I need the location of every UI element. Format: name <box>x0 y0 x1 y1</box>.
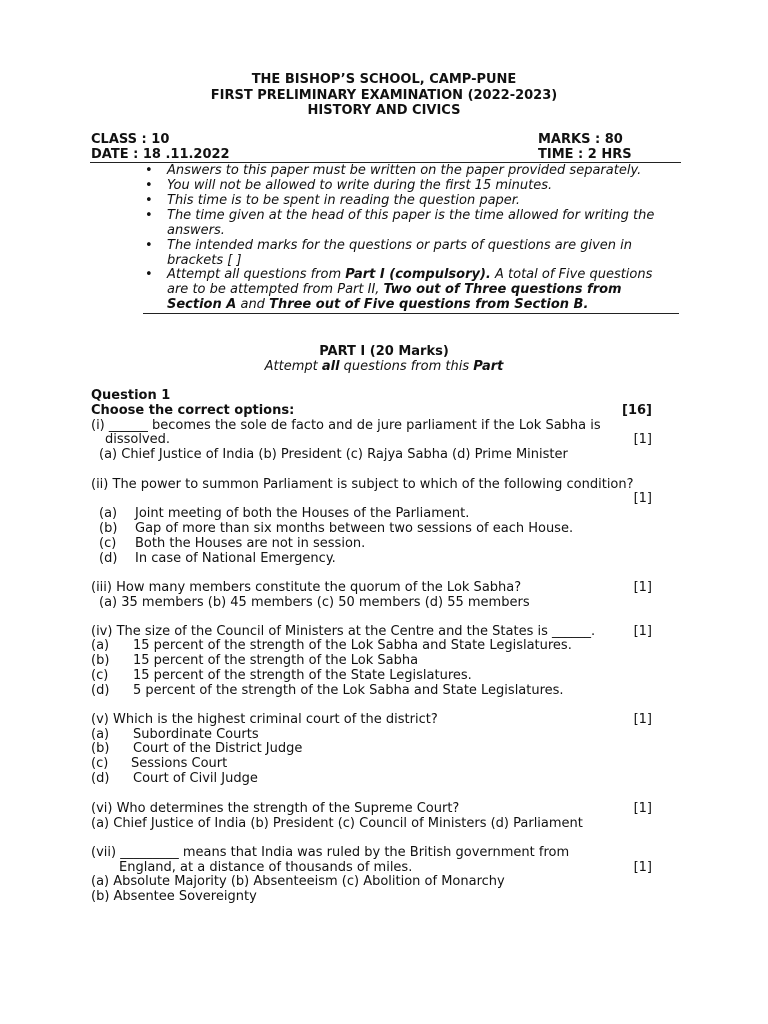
q4-mark: [1] <box>633 624 652 639</box>
q3-mark: [1] <box>633 580 652 595</box>
q2-text: (ii) The power to summon Parliament is subject to which of the following condition? <box>91 477 634 492</box>
bullet-icon: • <box>145 208 153 223</box>
q2-option-key: (a) <box>99 506 118 521</box>
q1-mark: [1] <box>633 432 652 447</box>
q2-option-key: (b) <box>99 521 118 536</box>
q6-options: (a) Chief Justice of India (b) President (c) Council of Ministers (d) Parliament <box>91 816 583 831</box>
instruction-item: This time is to be spent in reading the question paper. <box>167 193 521 208</box>
q4-option-key: (d) <box>91 683 110 698</box>
subject-title: HISTORY AND CIVICS <box>307 103 461 118</box>
q1-text: (i) ______ becomes the sole de facto and de jure parliament if the Lok Sabha is <box>91 418 601 433</box>
q4-option-key: (b) <box>91 653 110 668</box>
q2-option-text: In case of National Emergency. <box>135 551 336 566</box>
q7-mark: [1] <box>633 860 652 875</box>
part-subtitle: Attempt all questions from this Part <box>264 359 504 374</box>
q7-text-cont: England, at a distance of thousands of miles. <box>119 860 413 875</box>
instruction-item: The intended marks for the questions or parts of questions are given in brackets [ ] <box>167 238 633 268</box>
question-title: Question 1 <box>91 388 171 403</box>
q4-option-key: (a) <box>91 638 110 653</box>
q1-options: (a) Chief Justice of India (b) President (c) Rajya Sabha (d) Prime Minister <box>99 447 568 462</box>
bullet-icon: • <box>145 163 153 178</box>
bullet-icon: • <box>145 267 153 282</box>
q5-option-text: Court of Civil Judge <box>133 771 258 786</box>
q2-option-key: (c) <box>99 536 117 551</box>
q5-option-key: (b) <box>91 741 110 756</box>
q5-option-text: Subordinate Courts <box>133 727 259 742</box>
instruction-item-last: Attempt all questions from Part I (compulsory). A total of Five questions are to be attempted from Part II, Two out of Three questions from Section A and Three out of Five questions from Section B. <box>167 267 653 312</box>
q2-option-key: (d) <box>99 551 118 566</box>
bullet-icon: • <box>145 193 153 208</box>
q7-options-cont: (b) Absentee Sovereignty <box>91 889 257 904</box>
q2-option-text: Gap of more than six months between two sessions of each House. <box>135 521 574 536</box>
q5-option-key: (a) <box>91 727 110 742</box>
q5-option-key: (d) <box>91 771 110 786</box>
q2-option-text: Both the Houses are not in session. <box>135 536 366 551</box>
q5-option-text: Court of the District Judge <box>133 741 303 756</box>
q6-mark: [1] <box>633 801 652 816</box>
q4-option-key: (c) <box>91 668 109 683</box>
part-title: PART I (20 Marks) <box>319 344 449 359</box>
instructions-divider <box>143 313 679 314</box>
instruction-item: The time given at the head of this paper is the time allowed for writing the answers. <box>167 208 655 238</box>
time-label: TIME : 2 HRS <box>538 147 632 162</box>
q5-option-text: Sessions Court <box>131 756 228 771</box>
instruction-item: Answers to this paper must be written on the paper provided separately. <box>167 163 642 178</box>
q7-options: (a) Absolute Majority (b) Absenteeism (c) Abolition of Monarchy <box>91 874 505 889</box>
q1-text-cont: dissolved. <box>105 432 171 447</box>
question-instruction: Choose the correct options: <box>91 403 295 418</box>
exam-title: FIRST PRELIMINARY EXAMINATION (2022-2023) <box>210 88 558 103</box>
q5-mark: [1] <box>633 712 652 727</box>
q3-text: (iii) How many members constitute the quorum of the Lok Sabha? <box>91 580 522 595</box>
question-total-marks: [16] <box>622 403 652 418</box>
q2-option-text: Joint meeting of both the Houses of the Parliament. <box>135 506 470 521</box>
q5-option-key: (c) <box>91 756 109 771</box>
date-label: DATE : 18 .11.2022 <box>91 147 230 162</box>
q5-text: (v) Which is the highest criminal court of the district? <box>91 712 438 727</box>
school-name: THE BISHOP’S SCHOOL, CAMP-PUNE <box>251 72 517 87</box>
q7-text: (vii) _________ means that India was ruled by the British government from <box>91 845 570 860</box>
marks-label: MARKS : 80 <box>538 132 623 147</box>
q2-mark: [1] <box>633 491 652 506</box>
q4-option-text: 5 percent of the strength of the Lok Sabha and State Legislatures. <box>133 683 564 698</box>
q4-option-text: 15 percent of the strength of the Lok Sabha and State Legislatures. <box>133 638 572 653</box>
q6-text: (vi) Who determines the strength of the Supreme Court? <box>91 801 460 816</box>
bullet-icon: • <box>145 178 153 193</box>
class-label: CLASS : 10 <box>91 132 170 147</box>
q4-option-text: 15 percent of the strength of the Lok Sabha <box>133 653 419 668</box>
q4-text: (iv) The size of the Council of Ministers at the Centre and the States is ______. <box>91 624 596 639</box>
bullet-icon: • <box>145 238 153 253</box>
instruction-item: You will not be allowed to write during the first 15 minutes. <box>167 178 553 193</box>
q3-options: (a) 35 members (b) 45 members (c) 50 members (d) 55 members <box>99 595 530 610</box>
q4-option-text: 15 percent of the strength of the State Legislatures. <box>133 668 472 683</box>
